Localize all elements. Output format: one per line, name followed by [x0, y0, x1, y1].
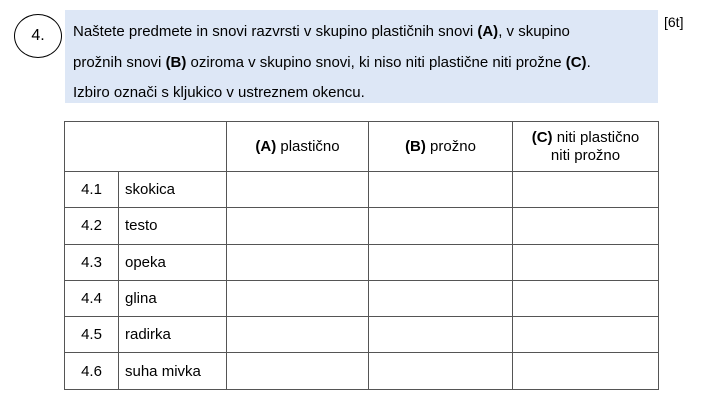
prompt-line: [73, 17, 650, 48]
table-row: [65, 280, 659, 316]
prompt-bold-text: (B): [165, 53, 187, 71]
checkbox-cell-b[interactable]: [369, 280, 513, 316]
classification-table-body: [65, 122, 659, 390]
column-code: (A): [255, 137, 277, 155]
checkbox-cell-a[interactable]: [227, 317, 369, 353]
prompt-bold-text: (C): [565, 53, 587, 71]
checkbox-cell-b[interactable]: [369, 172, 513, 208]
column-label: plastično: [276, 137, 340, 155]
question-prompt: [65, 10, 658, 103]
prompt-text: prožnih snovi: [73, 53, 166, 71]
checkbox-cell-b[interactable]: [369, 317, 513, 353]
checkbox-cell-b[interactable]: [369, 244, 513, 280]
item-number: 4.1: [65, 172, 119, 208]
checkbox-cell-a[interactable]: [227, 172, 369, 208]
item-number: 4.4: [65, 280, 119, 316]
item-number: 4.3: [65, 244, 119, 280]
column-code: (B): [405, 137, 426, 155]
item-number: 4.5: [65, 317, 119, 353]
checkbox-cell-c[interactable]: [513, 208, 659, 244]
column-label-line2: niti prožno: [550, 146, 621, 164]
checkbox-cell-c[interactable]: [513, 317, 659, 353]
column-header: [227, 122, 369, 172]
item-number: 4.2: [65, 208, 119, 244]
header-empty-cell: [65, 122, 227, 172]
checkbox-cell-a[interactable]: [227, 244, 369, 280]
prompt-line: [73, 78, 650, 109]
checkbox-cell-a[interactable]: [227, 208, 369, 244]
question-points: [6t]: [664, 14, 684, 30]
question-number: [14, 14, 62, 58]
column-header: [513, 122, 659, 172]
prompt-text: , v skupino: [498, 23, 570, 40]
classification-table: [64, 121, 659, 390]
checkbox-cell-c[interactable]: [513, 244, 659, 280]
item-name: skokica: [119, 172, 227, 208]
prompt-bold-text: (A): [477, 23, 499, 40]
table-row: [65, 208, 659, 244]
item-number: 4.6: [65, 353, 119, 389]
checkbox-cell-b[interactable]: [369, 208, 513, 244]
prompt-text: Izbiro označi s kljukico v ustreznem okencu.: [73, 84, 365, 101]
column-label: prožno: [425, 137, 476, 155]
item-name: testo: [119, 208, 227, 244]
prompt-text: oziroma v skupino snovi, ki niso niti plastične niti prožne: [186, 53, 566, 71]
item-name: glina: [119, 280, 227, 316]
prompt-text: .: [586, 53, 591, 71]
checkbox-cell-c[interactable]: [513, 353, 659, 389]
checkbox-cell-c[interactable]: [513, 172, 659, 208]
column-header: [369, 122, 513, 172]
checkbox-cell-c[interactable]: [513, 280, 659, 316]
checkbox-cell-a[interactable]: [227, 280, 369, 316]
table-row: [65, 172, 659, 208]
prompt-line: [73, 48, 650, 79]
table-row: [65, 244, 659, 280]
table-header-row: [65, 122, 659, 172]
table-row: [65, 317, 659, 353]
table-row: [65, 353, 659, 389]
column-code: (C): [531, 128, 553, 146]
checkbox-cell-a[interactable]: [227, 353, 369, 389]
column-label: niti plastično: [552, 128, 640, 146]
prompt-text: Naštete predmete in snovi razvrsti v skupino plastičnih snovi: [73, 23, 478, 40]
checkbox-cell-b[interactable]: [369, 353, 513, 389]
item-name: radirka: [119, 317, 227, 353]
item-name: opeka: [119, 244, 227, 280]
item-name: suha mivka: [119, 353, 227, 389]
question-number-label: 4.: [31, 27, 45, 44]
